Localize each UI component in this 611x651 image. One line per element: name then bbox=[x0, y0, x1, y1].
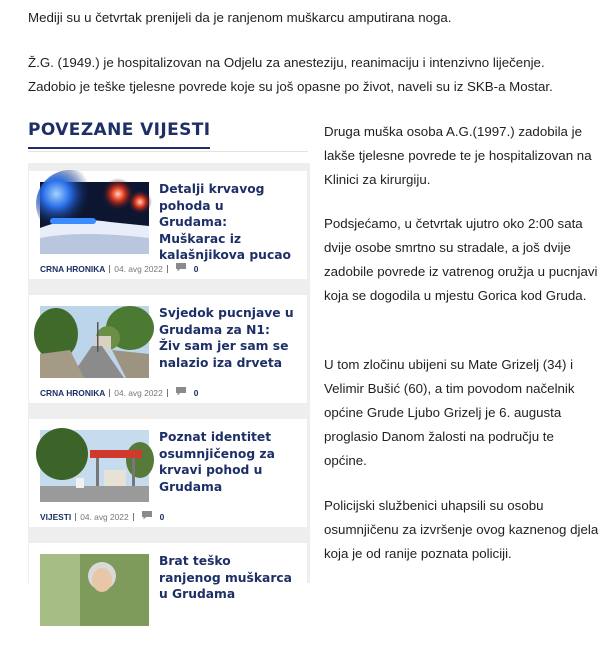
related-article-card[interactable] bbox=[29, 171, 307, 279]
related-news-header bbox=[28, 118, 308, 152]
article-paragraph: Mediji su u četvrtak prenijeli da je ranjenom muškarcu amputirana noga. bbox=[28, 10, 452, 25]
divider bbox=[75, 513, 76, 521]
divider bbox=[109, 265, 110, 273]
comment-count[interactable]: 0 bbox=[193, 387, 199, 398]
article-paragraph: Podsjećamo, u četvrtak ujutro oko 2:00 sata dvije osobe smrtno su stradale, a još dvije zadobile povrede iz vatrenog oružja u pucnjavi koja se dogodila u mjestu Gorica kod Gruda. bbox=[324, 216, 598, 303]
divider bbox=[167, 389, 168, 397]
article-meta bbox=[40, 511, 164, 522]
comment-icon bbox=[176, 263, 186, 274]
category-link[interactable]: CRNA HRONIKA bbox=[40, 263, 106, 274]
comment-count[interactable]: 0 bbox=[159, 511, 165, 522]
related-news-title: POVEZANE VIJESTI bbox=[28, 118, 210, 149]
category-link[interactable]: CRNA HRONIKA bbox=[40, 387, 106, 398]
category-link[interactable]: VIJESTI bbox=[40, 511, 72, 522]
date-label: 04. avg 2022 bbox=[114, 263, 163, 274]
portrait-photo[interactable] bbox=[40, 554, 149, 626]
related-article-card[interactable] bbox=[29, 419, 307, 527]
related-article-card[interactable] bbox=[29, 295, 307, 403]
divider bbox=[133, 513, 134, 521]
article-paragraph: U tom zločinu ubijeni su Mate Grizelj (34) i Velimir Bušić (60), a tim povodom načelnik općine Grude Ljubo Grizelj je 6. augusta proglasio Danom žalosti na području te općine. bbox=[324, 357, 575, 468]
comment-count[interactable]: 0 bbox=[193, 263, 199, 274]
related-article-title[interactable]: Detalji krvavog pohoda u Grudama: Muškarac iz kalašnjikova pucao bbox=[159, 182, 291, 262]
street-photo[interactable] bbox=[40, 306, 149, 378]
article-paragraph: Policijski službenici uhapsili su osobu osumnjičenu za izvršenje ovog kaznenog djela koja je od ranije poznata policiji. bbox=[324, 498, 599, 561]
article-meta bbox=[40, 387, 198, 398]
related-article-title[interactable]: Brat teško ranjenog muškarca u Grudama bbox=[159, 554, 292, 601]
article-meta bbox=[40, 263, 198, 274]
comment-icon bbox=[176, 387, 186, 398]
date-label: 04. avg 2022 bbox=[114, 387, 163, 398]
date-label: 04. avg 2022 bbox=[80, 511, 129, 522]
police-lights-photo[interactable] bbox=[40, 182, 149, 254]
article-paragraph: Druga muška osoba A.G.(1997.) zadobila je lakše tjelesne povrede te je hospitalizovan na Klinici za kirurgiju. bbox=[324, 124, 592, 187]
divider bbox=[167, 265, 168, 273]
related-article-card[interactable] bbox=[29, 543, 307, 651]
related-article-title[interactable]: Poznat identitet osumnjičenog za krvavi pohod u Grudama bbox=[159, 430, 275, 494]
divider bbox=[109, 389, 110, 397]
article-paragraph: Ž.G. (1949.) je hospitalizovan na Odjelu za anesteziju, reanimaciju i intenzivno liječenje. Zadobio je teške tjelesne povrede koje su još opasne po život, naveli su iz SKB-a Mostar. bbox=[28, 55, 553, 94]
related-article-title[interactable]: Svjedok pucnjave u Grudama za N1: Živ sam jer sam se nalazio iza drveta bbox=[159, 306, 294, 370]
comment-icon bbox=[142, 511, 152, 522]
gas-station-photo[interactable] bbox=[40, 430, 149, 502]
